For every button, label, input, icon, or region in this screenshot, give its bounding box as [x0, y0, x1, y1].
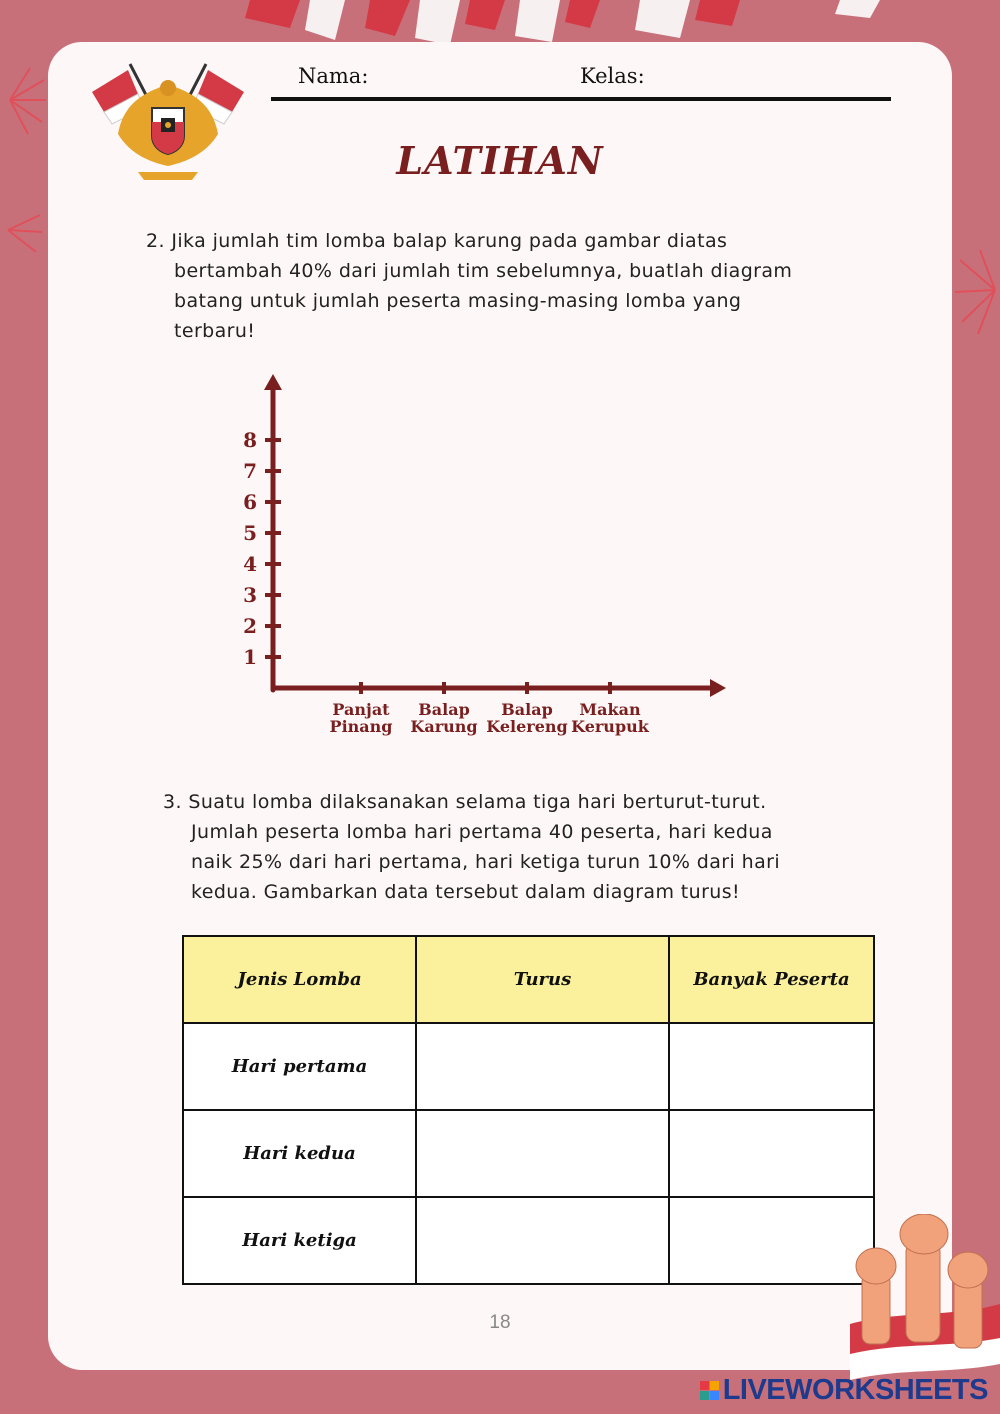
question-2-line: terbaru!	[174, 320, 256, 342]
x-category-label: Balap	[418, 700, 470, 719]
question-2-line: 2. Jika jumlah tim lomba balap karung pada gambar diatas	[146, 230, 728, 252]
y-tick-label: 3	[243, 583, 257, 607]
question-3	[163, 787, 780, 907]
question-2-line: bertambah 40% dari jumlah tim sebelumnya, buatlah diagram	[174, 260, 793, 282]
y-tick-label: 6	[243, 490, 257, 514]
question-3-line: Jumlah peserta lomba hari pertama 40 peserta, hari kedua	[191, 821, 773, 843]
x-category-label: Panjat	[332, 700, 390, 719]
x-category-label: Kerupuk	[571, 717, 649, 736]
liveworksheets-text: LIVEWORKSHEETS	[722, 1374, 988, 1406]
question-3-line: naik 25% dari hari pertama, hari ketiga turun 10% dari hari	[191, 851, 781, 873]
x-category-label: Pinang	[329, 717, 393, 736]
banyak-peserta-cell[interactable]	[669, 1023, 874, 1110]
column-header-banyak-peserta: Banyak Peserta	[669, 936, 874, 1023]
y-tick-label: 1	[243, 645, 257, 669]
y-tick-label: 4	[243, 552, 257, 576]
row-label: Hari ketiga	[183, 1197, 416, 1284]
column-header-jenis-lomba: Jenis Lomba	[183, 936, 416, 1023]
column-header-turus: Turus	[416, 936, 669, 1023]
liveworksheets-brand[interactable]	[700, 1374, 988, 1407]
y-tick-label: 2	[243, 614, 257, 638]
x-category-label: Kelereng	[486, 717, 568, 736]
turus-cell[interactable]	[416, 1023, 669, 1110]
row-label: Hari pertama	[183, 1023, 416, 1110]
kelas-label: Kelas:	[580, 64, 645, 88]
table-row	[183, 1023, 874, 1110]
y-axis-arrow-icon	[264, 374, 282, 390]
x-category-label: Balap	[501, 700, 553, 719]
x-category-label: Karung	[410, 717, 478, 736]
y-tick-label: 8	[243, 428, 257, 452]
x-category-label: Makan	[579, 700, 641, 719]
question-3-line: kedua. Gambarkan data tersebut dalam diagram turus!	[191, 881, 741, 903]
row-label: Hari kedua	[183, 1110, 416, 1197]
question-2-line: batang untuk jumlah peserta masing-masing lomba yang	[174, 290, 742, 312]
page-number: 18	[489, 1312, 511, 1333]
tally-table	[182, 935, 875, 1285]
nama-label: Nama:	[298, 64, 369, 88]
banyak-peserta-cell[interactable]	[669, 1110, 874, 1197]
liveworksheets-logo-icon	[700, 1381, 719, 1400]
table-header-row	[183, 936, 874, 1023]
y-tick-label: 7	[243, 459, 257, 483]
question-3-line: 3. Suatu lomba dilaksanakan selama tiga hari berturut-turut.	[163, 791, 767, 813]
page-title: LATIHAN	[396, 138, 604, 183]
y-tick-label: 5	[243, 521, 257, 545]
turus-cell[interactable]	[416, 1110, 669, 1197]
table-row	[183, 1110, 874, 1197]
x-axis-arrow-icon	[710, 679, 726, 697]
table-row	[183, 1197, 874, 1284]
turus-cell[interactable]	[416, 1197, 669, 1284]
